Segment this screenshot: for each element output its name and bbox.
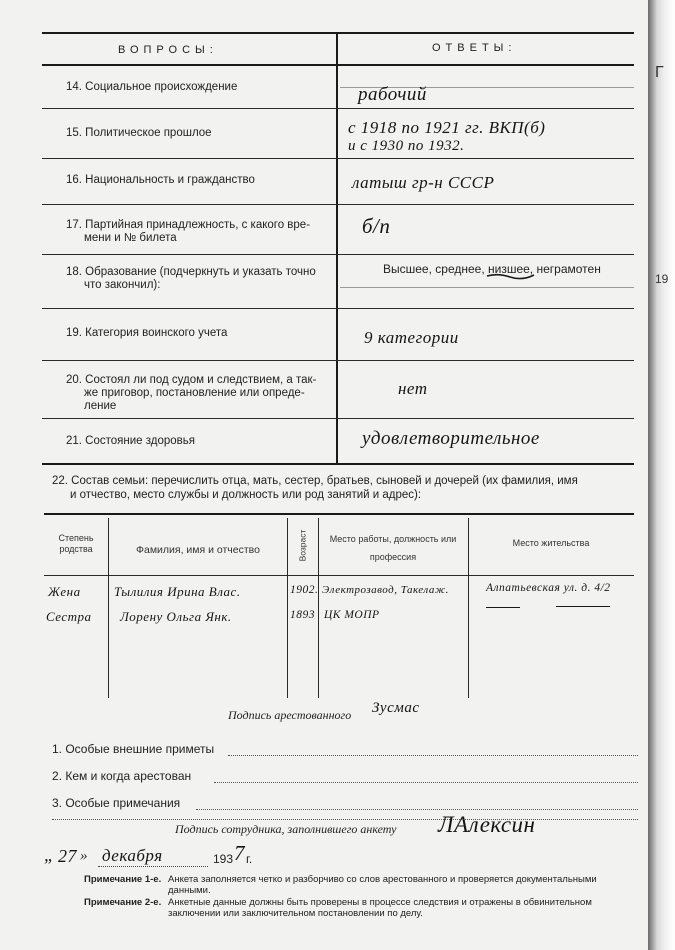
- question-17-line2: мени и № билета: [84, 232, 177, 244]
- family-age: 1902.: [290, 584, 319, 596]
- questions-header: ВОПРОСЫ:: [118, 44, 218, 56]
- question-18-line2: что закончил):: [84, 279, 161, 291]
- answer-15-line2: и с 1930 по 1932.: [348, 138, 465, 154]
- answer-16: латыш гр-н СССР: [352, 173, 495, 192]
- family-work: Электрозавод, Такелаж.: [322, 584, 449, 596]
- col-age: Возраст: [297, 529, 308, 562]
- family-table-header-rule: [44, 575, 634, 576]
- answer-20: нет: [398, 379, 428, 398]
- note-1-text: Анкета заполняется четко и разборчиво со слов арестованного и проверяется документальными: [168, 874, 597, 885]
- question-20-line3: ление: [84, 400, 117, 412]
- item-arrested-by: 2. Кем и когда арестован: [52, 769, 192, 783]
- signature-officer: ЛАлексин: [438, 812, 536, 837]
- col-address: Место жительства: [512, 538, 590, 548]
- note-2-text-line2: заключении или заключительном постановлении по делу.: [168, 908, 423, 919]
- answer-18: Высшее, среднее, низшее, неграмотен: [383, 262, 601, 276]
- item-special-marks: 1. Особые внешние приметы: [52, 742, 215, 756]
- date-year-suffix: г.: [246, 852, 253, 866]
- family-name: Лорену Ольга Янк.: [120, 609, 232, 624]
- note-2-label: Примечание 2-е.: [84, 897, 162, 908]
- table-top-rule: [42, 32, 634, 34]
- answer-17: б/п: [362, 214, 391, 238]
- family-intro: 22. Состав семьи: перечислить отца, мать, сестер, братьев, сыновей и дочерей (их фамилия, имя: [52, 475, 578, 487]
- date-year-digit: 7: [234, 841, 245, 865]
- note-2-text: Анкетные данные должны быть проверены в процессе следствия и отражены в обвинительном: [168, 897, 592, 908]
- note-1-text-line2: данными.: [168, 885, 211, 896]
- header-rule: [42, 64, 634, 66]
- date-year-prefix: 193: [213, 852, 234, 866]
- date-open-quote: „: [44, 845, 55, 865]
- question-15: 15. Политическое прошлое: [66, 127, 212, 139]
- family-name: Тылилия Ирина Влас.: [114, 584, 241, 599]
- answer-21: удовлетворительное: [362, 428, 540, 449]
- family-table-top: [44, 513, 634, 515]
- family-work: ЦК МОПР: [324, 609, 380, 621]
- edge-mark: Г: [655, 64, 664, 81]
- family-age: 1893: [290, 609, 315, 621]
- page-edge: [648, 0, 675, 950]
- answer-14: рабочий: [358, 84, 427, 105]
- signature-officer-label: Подпись сотрудника, заполнившего анкету: [175, 822, 397, 836]
- answer-15: с 1918 по 1921 гг. ВКП(б): [348, 118, 546, 137]
- date-month: декабря: [102, 846, 163, 865]
- family-address: Алпатьевская ул. д. 4/2: [486, 582, 611, 594]
- answers-header: ОТВЕТЫ:: [432, 42, 517, 54]
- question-19: 19. Категория воинского учета: [66, 327, 228, 339]
- question-17: 17. Партийная принадлежность, с какого вре-: [66, 219, 311, 231]
- answer-19: 9 категории: [364, 328, 459, 347]
- question-16: 16. Национальность и гражданство: [66, 174, 255, 186]
- signature-arrested-label: Подпись арестованного: [228, 708, 352, 722]
- family-relation: Жена: [48, 584, 81, 599]
- signature-arrested: Зусмас: [372, 700, 420, 716]
- question-20-line2: же приговор, постановление или опреде-: [84, 387, 305, 399]
- question-18: 18. Образование (подчеркнуть и указать точно: [66, 266, 316, 278]
- column-divider: [336, 32, 338, 464]
- family-relation: Сестра: [46, 609, 92, 624]
- date-day: 27: [58, 846, 77, 866]
- date-close-quote: »: [80, 848, 88, 864]
- question-21: 21. Состояние здоровья: [66, 435, 196, 447]
- note-1-label: Примечание 1-е.: [84, 874, 162, 885]
- col-work: Место работы, должность или профессия: [329, 534, 457, 562]
- col-name: Фамилия, имя и отчество: [136, 544, 260, 556]
- item-special-notes: 3. Особые примечания: [52, 796, 181, 810]
- col-relation: Степень родства: [58, 533, 94, 554]
- edge-mark: 19: [655, 272, 669, 286]
- question-20: 20. Состоял ли под судом и следствием, а так-: [66, 374, 317, 386]
- family-intro-line2: и отчество, место службы и должность или род занятий и адрес):: [70, 489, 422, 501]
- underline-mark: [486, 272, 536, 280]
- question-14: 14. Социальное происхождение: [66, 81, 238, 93]
